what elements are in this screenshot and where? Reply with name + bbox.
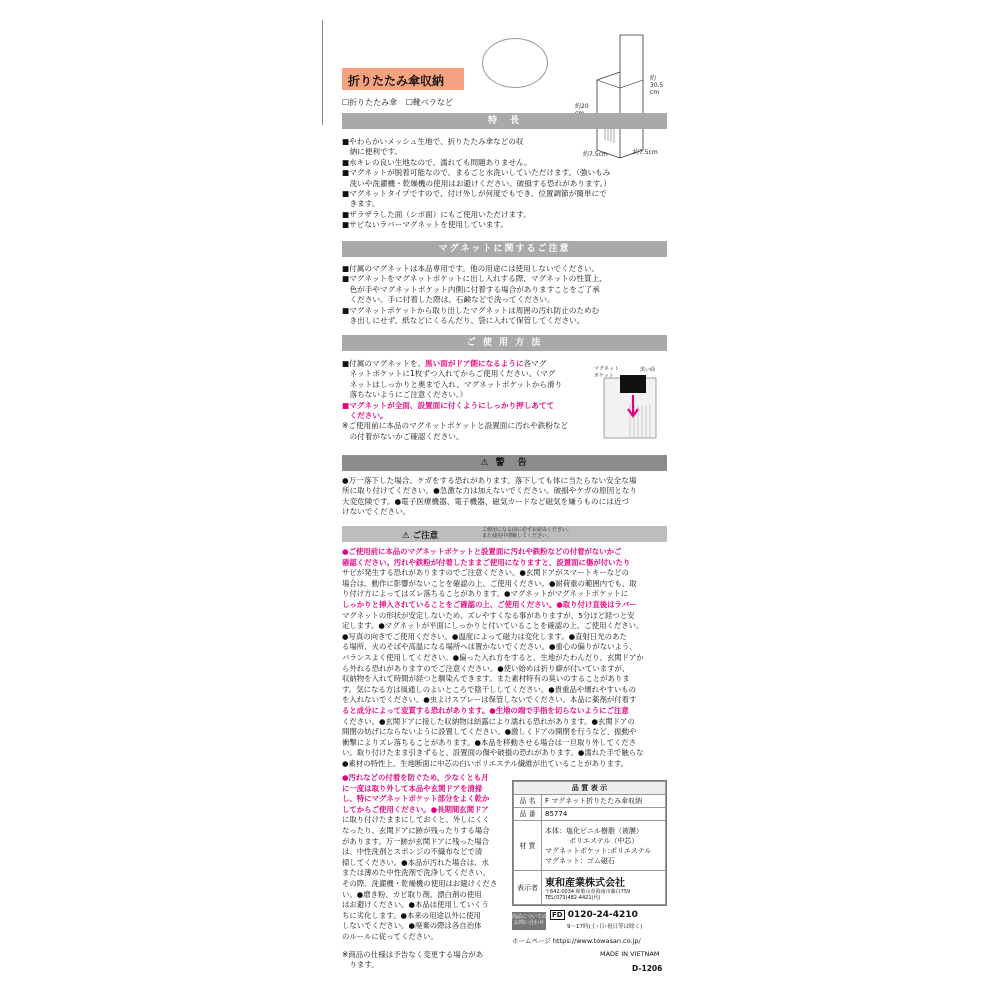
caution-line: り付け方によってはズレ落ちることがあります。●マグネットがマグネットポケットに: [342, 589, 629, 599]
usage-line-c: 各マグ: [523, 359, 547, 368]
caution-line: ●写真の向きでご使用ください。●温度によって磁力は変化します。●直射日光のあた: [342, 631, 627, 641]
warning-text: [342, 476, 637, 518]
company-tel: TEL(073)482-4421(代): [545, 895, 601, 901]
feature-line: ■マグネットタイプですので、付け外しが何度でもでき、位置調節が簡単にで: [342, 189, 607, 199]
caution-line: のルールに従ってください。: [342, 931, 438, 941]
feature-line: ■水キレの良い生地なので、濡れても問題ありません。: [342, 157, 532, 167]
caution-line: なったり、玄関ドアに跡が残ったりする場合: [342, 825, 490, 835]
spec-no-value: 85774: [542, 808, 666, 821]
spec-maker-key: 表示者: [514, 871, 542, 905]
caution-line: い。●磨き粉、カビ取り剤、漂白剤の使用: [342, 889, 482, 899]
magnet-line: き出しにせず、紙などにくるんだり、袋に入れて保管してください。: [342, 316, 585, 326]
caution-line: 確認ください。汚れや鉄粉が付着したままご使用になりますと、設置面に傷が付いたり: [342, 557, 631, 567]
dim-height-total: 約 30.5 cm: [650, 75, 664, 96]
caution-line: ら外れる恐れがありますのでご注意ください。●使い始めは折り癖が付いていますが、: [342, 663, 630, 673]
quality-label: [512, 780, 667, 906]
usage-text: [342, 359, 592, 442]
spec-header: 品 質 表 示: [514, 782, 666, 795]
material-line: 本体：塩化ビニル樹脂（被膜）: [545, 826, 643, 835]
made-in: MADE IN VIETNAM: [600, 950, 660, 958]
feature-line: 納に便利です。: [342, 147, 403, 157]
caution-line: は、中性洗剤とスポンジの不織布などで清: [342, 847, 483, 857]
caution-line: に取り付けたままにしておくと、外しにくく: [342, 815, 490, 825]
caution-line: サビが発生する恐れがありますのでご注意ください。●玄関ドアがスマートキーなどの: [342, 568, 629, 578]
warning-header: [342, 455, 667, 471]
check-shoehorn: ☐靴ベラなど: [405, 98, 453, 107]
crop-mark: [322, 20, 323, 125]
spec-maker-value: [542, 871, 666, 905]
caution-line: ちに劣化します。●本来の用途以外に使用: [342, 910, 481, 920]
free-dial: [550, 910, 638, 920]
caution-line: 定します。●マグネットが平面にしっかりと付いていることを確認の上、ご使用ください。: [342, 621, 644, 631]
magnet-header: マグネットに関するご注意: [342, 241, 667, 257]
caution-line: い。取り付けたまま引きずると、設置面の傷や破損の恐れがあります。●濡れた手で触らな: [342, 748, 644, 758]
caution-line: ください。●玄関ドアに接した収納物は結露により濡れる恐れがあります。●玄関ドアの: [342, 716, 635, 726]
caution-text: [342, 547, 644, 769]
caution-line: し、特にマグネットポケット部分をよく乾か: [342, 794, 490, 804]
spec-name-key: 品 名: [514, 795, 542, 808]
usage-pink: ■マグネットが全面、設置面に付くようにしっかり押しあてて: [342, 400, 555, 410]
warning-line: 所に取り付けてください。●急激な力は加えないでください。破損やケガの原因となり: [342, 486, 638, 496]
contact-block: [512, 910, 667, 935]
feature-line: ■やわらかいメッシュ生地で、折りたたみ傘などの収: [342, 137, 524, 146]
magnet-text: [342, 264, 607, 326]
spec-name-value: F マグネット折りたたみ傘収納: [542, 795, 666, 808]
feature-line: ■サビないラバーマグネットを使用しています。: [342, 220, 508, 230]
contact-box: 商品についての お問い合わせ: [512, 912, 546, 930]
features-text: [342, 137, 611, 231]
usage-note: の付着がないかご確認ください。: [342, 431, 464, 441]
magnet-line: ください。手に付着した際は、石鹸などで洗ってください。: [342, 295, 555, 305]
note-line: ります。: [342, 960, 379, 969]
caution-header: [342, 526, 667, 542]
caution-sub: ご使用になる前に必ずお読みください。 また使用中理解してください。: [482, 527, 573, 539]
caution-line: ●汚れなどの付着を防ぐため、少なくとも月: [342, 773, 489, 782]
material-line: ポリエステル（中芯）: [569, 836, 639, 845]
caution-line: はお避けください。●本品は使用していくう: [342, 900, 489, 910]
hang-hole: [482, 38, 548, 88]
usage-pink: ください。: [342, 411, 388, 421]
usage-line: ネットポケットに1枚ずつ入れてからご使用ください。（マグ: [342, 369, 556, 379]
contact-hours: 9～17時(土･日･祝日等は除く): [567, 924, 643, 930]
product-code: D-1206: [632, 964, 663, 973]
fig-black-label: 黒い面: [640, 367, 656, 373]
feature-line: ■マグネットが脱着可能なので、まるごと水洗いしていただけます。（強いもみ: [342, 168, 611, 178]
caution-line: ると成分によって変質する恐れがあります。●生地の端で手指を切らないようにご注意: [342, 705, 629, 715]
dim-width-1: 約7.5cm: [583, 151, 608, 158]
usage-line: [342, 359, 592, 369]
freedial-icon: FD: [552, 911, 563, 919]
caution-line: る場所、火のそばや高温になる場所へは置かないでください。●重心の偏りがないよう、: [342, 642, 637, 652]
warning-line: けないでください。: [342, 507, 411, 517]
caution-title-text: ご注意: [412, 531, 439, 541]
caution-line: に一度は取り外して本品や玄関ドアを清掃: [342, 783, 483, 793]
features-header: 特 長: [342, 113, 667, 129]
caution-line: または薄めた中性洗剤で洗浄してください。: [342, 868, 490, 878]
usage-line: ネットはしっかりと奥まで入れ、マグネットポケットから滑り: [342, 379, 563, 389]
feature-line: きます。: [342, 199, 380, 209]
feature-line: 洗いや洗濯機・乾燥機の使用はお避けください。破損する恐れがあります。）: [342, 178, 611, 188]
caution-line: しないでください。●廃棄の際は各自治体: [342, 921, 482, 931]
homepage-url[interactable]: ホームページ https://www.towasan.co.jp/: [512, 937, 641, 945]
warning-line: 大変危険です。●電子医療機器、電子機器、磁気カードなど磁気を嫌うものには近づ: [342, 496, 629, 506]
usage-header: ご 使 用 方 法: [342, 335, 667, 351]
caution-line: 開閉の妨げにならないように設置してください。●激しくドアの開閉を行うなど、振動や: [342, 727, 637, 737]
caution-line: を入れないでください。●虫よけスプレーは保管しないでください。本品に薬剤が付着す: [342, 695, 637, 705]
feature-line: ■ザラザラした面（シボ面）にもご使用いただけます。: [342, 209, 531, 219]
caution-line: その際、洗濯機・乾燥機の使用はお避けくださ: [342, 878, 498, 888]
use-checklist: [342, 97, 459, 108]
fig-pocket-label: マグネット ポケット: [594, 366, 619, 379]
caution-line: 場合は、動作に影響がないことを確認の上、ご使用ください。●耐荷重の範囲内でも、取: [342, 578, 637, 588]
product-title: 折りたたみ傘収納: [342, 68, 464, 90]
warning-title: 警 告: [495, 458, 529, 468]
caution-line: ●素材の特性上、生地断面に中芯の白いポリエステル繊維が出ていることがあります。: [342, 758, 629, 768]
magnet-line: ■マグネットポケットから取り出したマグネットは周囲の汚れ防止のためむ: [342, 305, 600, 315]
company-address: 〒642-0034 和歌山県海南市藤白759: [545, 889, 631, 895]
warning-icon: ⚠: [480, 458, 496, 468]
caution-line: 掃してください。●本品が汚れた場合は、水: [342, 857, 489, 867]
material-line: マグネット：ゴム磁石: [545, 856, 615, 865]
company-name: 東和産業株式会社: [545, 878, 625, 889]
magnet-line: ■マグネットをマグネットポケットに出し入れする際、マグネットの性質上、: [342, 274, 607, 284]
caution-text-left: [342, 773, 497, 943]
usage-line: 落ちないようにご注意ください。）: [342, 390, 468, 400]
spec-no-key: 品 番: [514, 808, 542, 821]
dim-width-2: 約7.5cm: [633, 149, 658, 156]
spec-material-value: [542, 821, 666, 871]
dim-height-front: 約20: [575, 103, 589, 110]
note-line: ※商品の仕様は予告なく変更する場合があ: [342, 950, 484, 959]
caution-line: してからご使用ください。●長期間玄関ドア: [342, 804, 489, 814]
caution-line: す。気になる方は風通しのよいところで陰干ししてください。●貴重品や壊れやすいもの: [342, 684, 637, 694]
check-umbrella: ☐折りたたみ傘: [342, 98, 398, 107]
usage-highlight: 黒い面がドア側になるように: [425, 359, 524, 368]
caution-line: 収納物を入れて時間が経つと馴染んできます。また素材特有の臭いのすることがありま: [342, 674, 630, 684]
spec-change-note: [342, 950, 483, 970]
caution-line: しっかりと挿入されていることをご確認の上、ご使用ください。●取り付け直後はラバー: [342, 599, 637, 609]
magnet-line: ■付属のマグネットは本品専用です。他の用途には使用しないでください。: [342, 264, 600, 273]
caution-line: ●ご使用前に本品のマグネットポケットと設置面に汚れや鉄粉などの付着がないかご: [342, 547, 622, 556]
spec-material-key: 材 質: [514, 821, 542, 871]
usage-note: ※ご使用前に本品のマグネットポケットと設置面に汚れや鉄粉など: [342, 421, 569, 431]
warning-line: ●万一落下した場合、ケガをする恐れがあります。落下しても体に当たらない安全な場: [342, 476, 637, 485]
usage-line-a: ■付属のマグネットを、: [342, 359, 426, 368]
caution-title: ⚠ ご注意: [402, 531, 439, 541]
material-line: マグネットポケット:ポリエステル: [545, 846, 652, 855]
free-dial-number: 0120-24-4210: [567, 910, 638, 920]
magnet-line: 色が手やマグネットポケット内側に付着する場合がありますことをご了承: [342, 284, 600, 294]
caution-line: 衝撃によりズレ落ちることがあります。●本品を移動させる場合は一旦取り外してくださ: [342, 737, 637, 747]
caution-line: バランスよく使用してください。●偏った入れ方をすると、生地がたわんだり、玄関ドアか: [342, 652, 644, 662]
caution-line: マグネットの形状が安定しないため、ズレやすくなる事がありますが、5分ほど経つと安: [342, 610, 635, 620]
caution-line: があります。万一跡が玄関ドアに残った場合: [342, 836, 490, 846]
